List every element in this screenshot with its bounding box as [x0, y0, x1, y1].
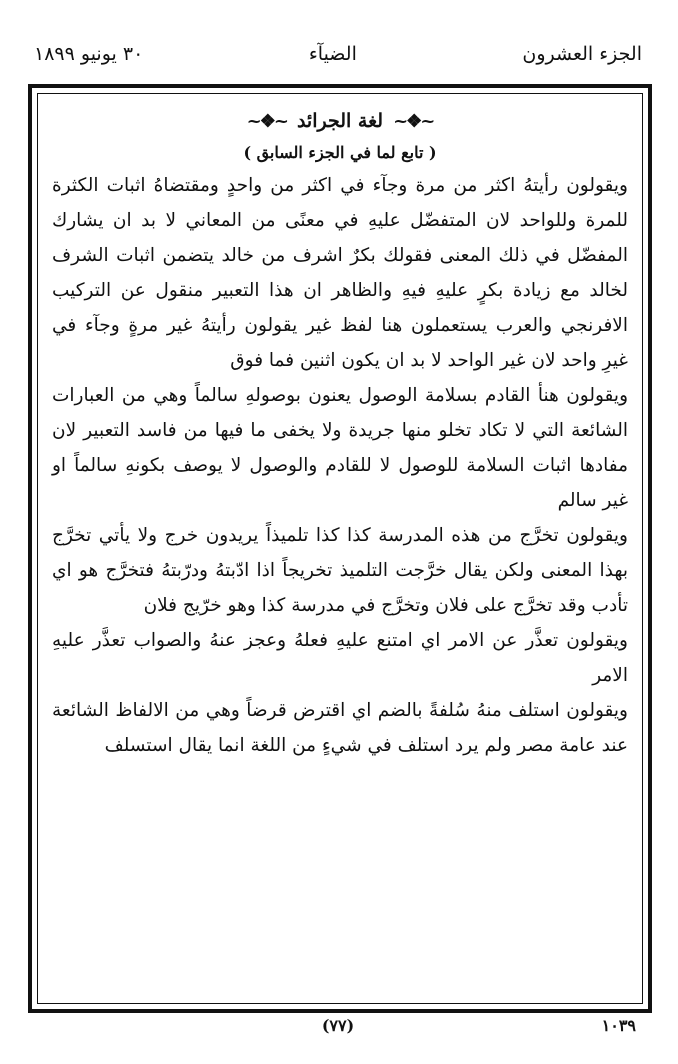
article-title-row: [52, 104, 628, 138]
cumulative-page-number: ١٠٣٩: [601, 1016, 636, 1035]
paragraph: ويقولون تعذَّر عن الامر اي امتنع عليهِ فعلهُ وعجز عنهُ والصواب تعذَّر عليهِ الامر: [52, 630, 628, 686]
title-ornament-right-icon: ~❖~: [393, 110, 434, 132]
paragraph: ويقولون رأيتهُ اكثر من مرة وجآء في اكثر من واحدٍ ومقتضاهُ اثبات الكثرة للمرة وللواحد لان المتفضّل عليهِ في معنًى من المعاني لا بد ان يشارك المفضّل في ذلك المعنى فقولك بكرٌ اشرف من خالد يتضمن اثبات الشرف لخالد مع زيادة بكرٍ عليهِ فيهِ والظاهر ان هذا التعبير منقول عن التركيب الافرنجي والعرب يستعملون هنا لفظ غير يقولون رأيتهُ غير مرةٍ وجآء في غيرِ واحد لان غير الواحد لا بد ان يكون اثنين فما فوق: [52, 175, 628, 371]
page-number: (٧٧): [321, 1016, 355, 1035]
header-part-label: الجزء العشرون: [522, 43, 642, 65]
page-header: [34, 36, 642, 72]
header-journal-name: الضيآء: [308, 43, 357, 65]
paragraph: ويقولون هنأ القادم بسلامة الوصول يعنون بوصولهِ سالماً وهي من العبارات الشائعة التي لا تكاد تخلو منها جريدة ولا يخفى ما فيها من فاسد التعبير لان مفادها اثبات السلامة للوصول لا للقادم والوصول لا يوصف بكونهِ سالماً او غير سالم: [52, 385, 628, 511]
header-date: ٣٠ يونيو ١٨٩٩: [34, 43, 144, 65]
article-title: لغة الجرائد: [296, 110, 384, 132]
page-footer: [40, 1016, 636, 1040]
paragraph: ويقولون تخرَّج من هذه المدرسة كذا كذا تلميذاً يريدون خرج ولا يأتي تخرَّج بهذا المعنى ولكن يقال خرَّجت التلميذ تخريجاً اذا ادّبتهُ ودرّبتهُ فتخرَّج هو اي تأدب وقد تخرَّج على فلان وتخرَّج في مدرسة كذا وهو خرّيج فلان: [52, 525, 628, 616]
article-subtitle: ( تابع لما في الجزء السابق ): [243, 143, 437, 162]
paragraph: ويقولون استلف منهُ سُلفةً بالضم اي اقترض قرضاً وهي من الالفاظ الشائعة عند عامة مصر ولم يرد استلف في شيءٍ من اللغة انما يقال استسلف: [52, 700, 628, 756]
page-border-frame: [28, 84, 652, 1013]
title-ornament-left-icon: ~❖~: [246, 110, 287, 132]
article-body: [37, 93, 643, 1004]
